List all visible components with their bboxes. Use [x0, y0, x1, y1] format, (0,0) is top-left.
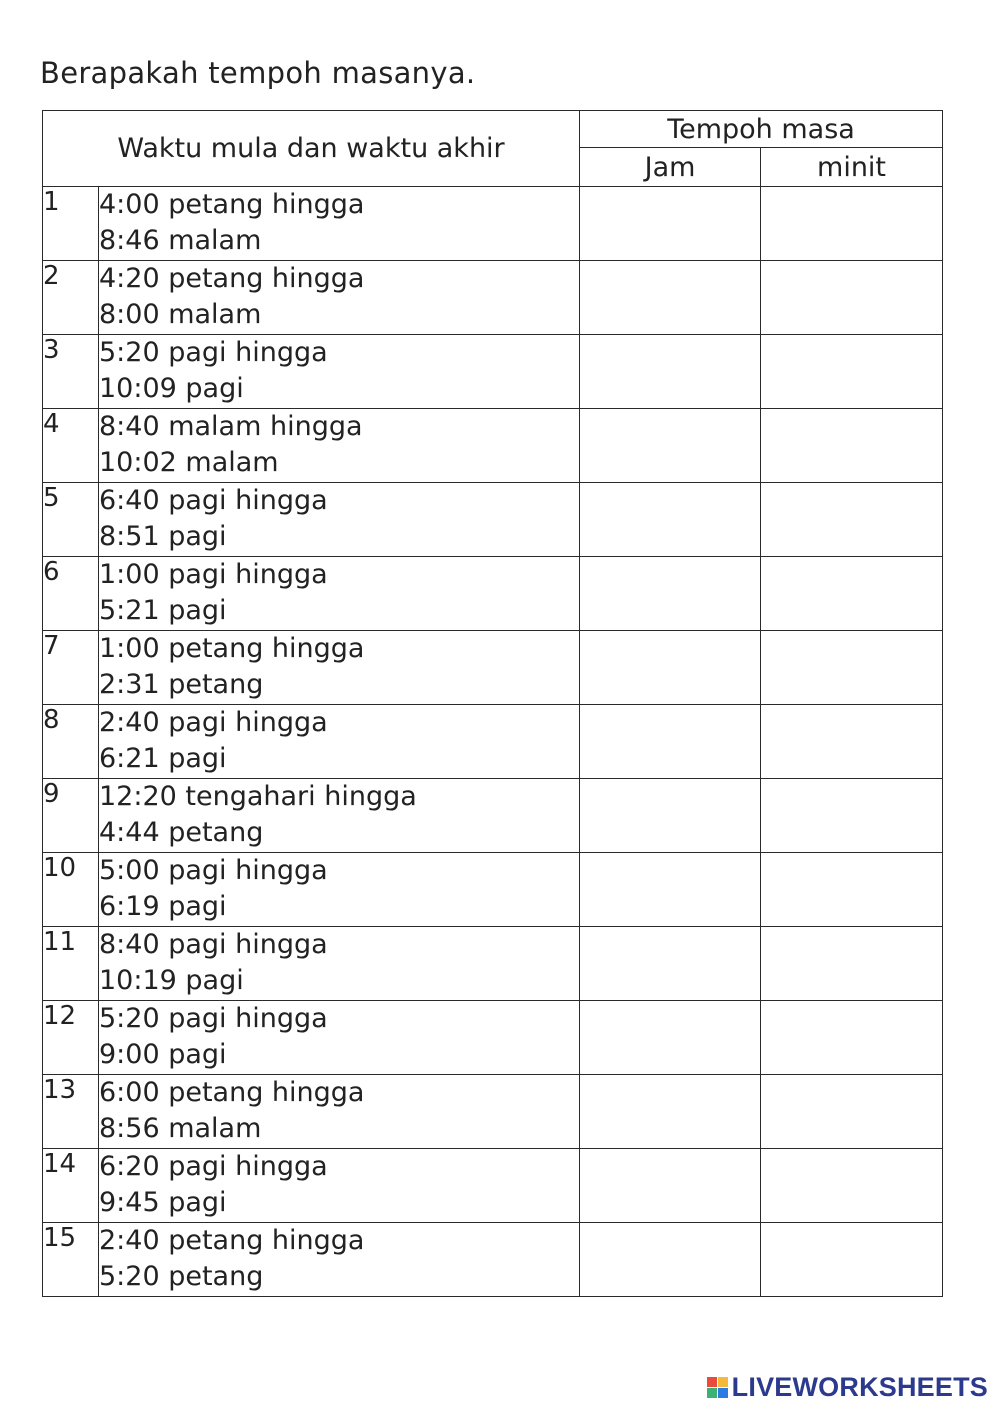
end-time: 2:31 petang [99, 669, 264, 700]
minutes-answer-cell[interactable] [761, 853, 943, 927]
row-number: 4 [43, 409, 99, 483]
minutes-answer-cell[interactable] [761, 483, 943, 557]
end-time: 10:09 pagi [99, 373, 244, 404]
logo-square [718, 1388, 728, 1398]
time-range-cell [99, 409, 580, 483]
duration-group-header: Tempoh masa [580, 111, 943, 148]
minutes-answer-cell[interactable] [761, 779, 943, 853]
hours-answer-cell[interactable] [580, 261, 761, 335]
time-range-cell [99, 261, 580, 335]
minutes-answer-cell[interactable] [761, 187, 943, 261]
row-number: 10 [43, 853, 99, 927]
start-time: 1:00 pagi hingga [99, 559, 328, 590]
end-time: 5:21 pagi [99, 595, 227, 626]
end-time: 6:21 pagi [99, 743, 227, 774]
minutes-answer-cell[interactable] [761, 335, 943, 409]
hours-answer-cell[interactable] [580, 409, 761, 483]
end-time: 5:20 petang [99, 1261, 264, 1292]
table-row [43, 261, 943, 335]
end-time: 9:45 pagi [99, 1187, 227, 1218]
time-range-cell [99, 631, 580, 705]
logo-square [707, 1388, 717, 1398]
start-time: 12:20 tengahari hingga [99, 781, 417, 812]
brand-name: LIVEWORKSHEETS [731, 1372, 988, 1402]
hours-answer-cell[interactable] [580, 483, 761, 557]
start-time: 1:00 petang hingga [99, 633, 365, 664]
minutes-answer-cell[interactable] [761, 261, 943, 335]
table-row [43, 853, 943, 927]
start-time: 2:40 petang hingga [99, 1225, 365, 1256]
table-row [43, 927, 943, 1001]
hours-answer-cell[interactable] [580, 1001, 761, 1075]
hours-answer-cell[interactable] [580, 1223, 761, 1297]
minutes-answer-cell[interactable] [761, 1149, 943, 1223]
start-time: 8:40 malam hingga [99, 411, 363, 442]
end-time: 4:44 petang [99, 817, 264, 848]
table-row [43, 1223, 943, 1297]
minutes-column-header: minit [761, 148, 943, 187]
minutes-answer-cell[interactable] [761, 927, 943, 1001]
minutes-answer-cell[interactable] [761, 1223, 943, 1297]
row-number: 7 [43, 631, 99, 705]
time-column-header: Waktu mula dan waktu akhir [43, 111, 580, 187]
start-time: 4:20 petang hingga [99, 263, 365, 294]
row-number: 9 [43, 779, 99, 853]
time-range-cell [99, 705, 580, 779]
table-row [43, 409, 943, 483]
row-number: 3 [43, 335, 99, 409]
end-time: 10:19 pagi [99, 965, 244, 996]
hours-answer-cell[interactable] [580, 705, 761, 779]
hours-answer-cell[interactable] [580, 187, 761, 261]
table-row [43, 187, 943, 261]
start-time: 5:20 pagi hingga [99, 337, 328, 368]
hours-answer-cell[interactable] [580, 1075, 761, 1149]
table-row [43, 557, 943, 631]
hours-answer-cell[interactable] [580, 927, 761, 1001]
table-row [43, 631, 943, 705]
start-time: 8:40 pagi hingga [99, 929, 328, 960]
minutes-answer-cell[interactable] [761, 409, 943, 483]
end-time: 10:02 malam [99, 447, 279, 478]
liveworksheets-logo-icon [707, 1377, 728, 1398]
time-range-cell [99, 1223, 580, 1297]
liveworksheets-brand [707, 1372, 988, 1403]
row-number: 11 [43, 927, 99, 1001]
start-time: 6:40 pagi hingga [99, 485, 328, 516]
minutes-answer-cell[interactable] [761, 1001, 943, 1075]
logo-square [718, 1377, 728, 1387]
hours-answer-cell[interactable] [580, 779, 761, 853]
time-range-cell [99, 1149, 580, 1223]
time-range-cell [99, 483, 580, 557]
minutes-answer-cell[interactable] [761, 557, 943, 631]
table-row [43, 1075, 943, 1149]
minutes-answer-cell[interactable] [761, 631, 943, 705]
time-range-cell [99, 1075, 580, 1149]
hours-column-header: Jam [580, 148, 761, 187]
logo-square [707, 1377, 717, 1387]
minutes-answer-cell[interactable] [761, 705, 943, 779]
worksheet-table [42, 110, 943, 1297]
end-time: 8:46 malam [99, 225, 262, 256]
hours-answer-cell[interactable] [580, 853, 761, 927]
row-number: 1 [43, 187, 99, 261]
table-row [43, 779, 943, 853]
hours-answer-cell[interactable] [580, 631, 761, 705]
table-row [43, 705, 943, 779]
time-range-cell [99, 557, 580, 631]
row-number: 2 [43, 261, 99, 335]
row-number: 5 [43, 483, 99, 557]
end-time: 8:56 malam [99, 1113, 262, 1144]
row-number: 12 [43, 1001, 99, 1075]
worksheet-table-wrapper [42, 110, 942, 1297]
time-range-cell [99, 335, 580, 409]
minutes-answer-cell[interactable] [761, 1075, 943, 1149]
end-time: 8:00 malam [99, 299, 262, 330]
hours-answer-cell[interactable] [580, 1149, 761, 1223]
start-time: 5:20 pagi hingga [99, 1003, 328, 1034]
start-time: 4:00 petang hingga [99, 189, 365, 220]
end-time: 6:19 pagi [99, 891, 227, 922]
start-time: 6:00 petang hingga [99, 1077, 365, 1108]
row-number: 13 [43, 1075, 99, 1149]
row-number: 15 [43, 1223, 99, 1297]
time-range-cell [99, 927, 580, 1001]
start-time: 2:40 pagi hingga [99, 707, 328, 738]
table-row [43, 1001, 943, 1075]
hours-answer-cell[interactable] [580, 557, 761, 631]
start-time: 6:20 pagi hingga [99, 1151, 328, 1182]
worksheet-title: Berapakah tempoh masanya. [40, 56, 476, 90]
row-number: 8 [43, 705, 99, 779]
time-range-cell [99, 187, 580, 261]
time-range-cell [99, 1001, 580, 1075]
table-row [43, 335, 943, 409]
time-range-cell [99, 853, 580, 927]
time-range-cell [99, 779, 580, 853]
table-row [43, 483, 943, 557]
row-number: 14 [43, 1149, 99, 1223]
end-time: 8:51 pagi [99, 521, 227, 552]
start-time: 5:00 pagi hingga [99, 855, 328, 886]
hours-answer-cell[interactable] [580, 335, 761, 409]
row-number: 6 [43, 557, 99, 631]
table-row [43, 1149, 943, 1223]
worksheet-rows [43, 187, 943, 1297]
end-time: 9:00 pagi [99, 1039, 227, 1070]
